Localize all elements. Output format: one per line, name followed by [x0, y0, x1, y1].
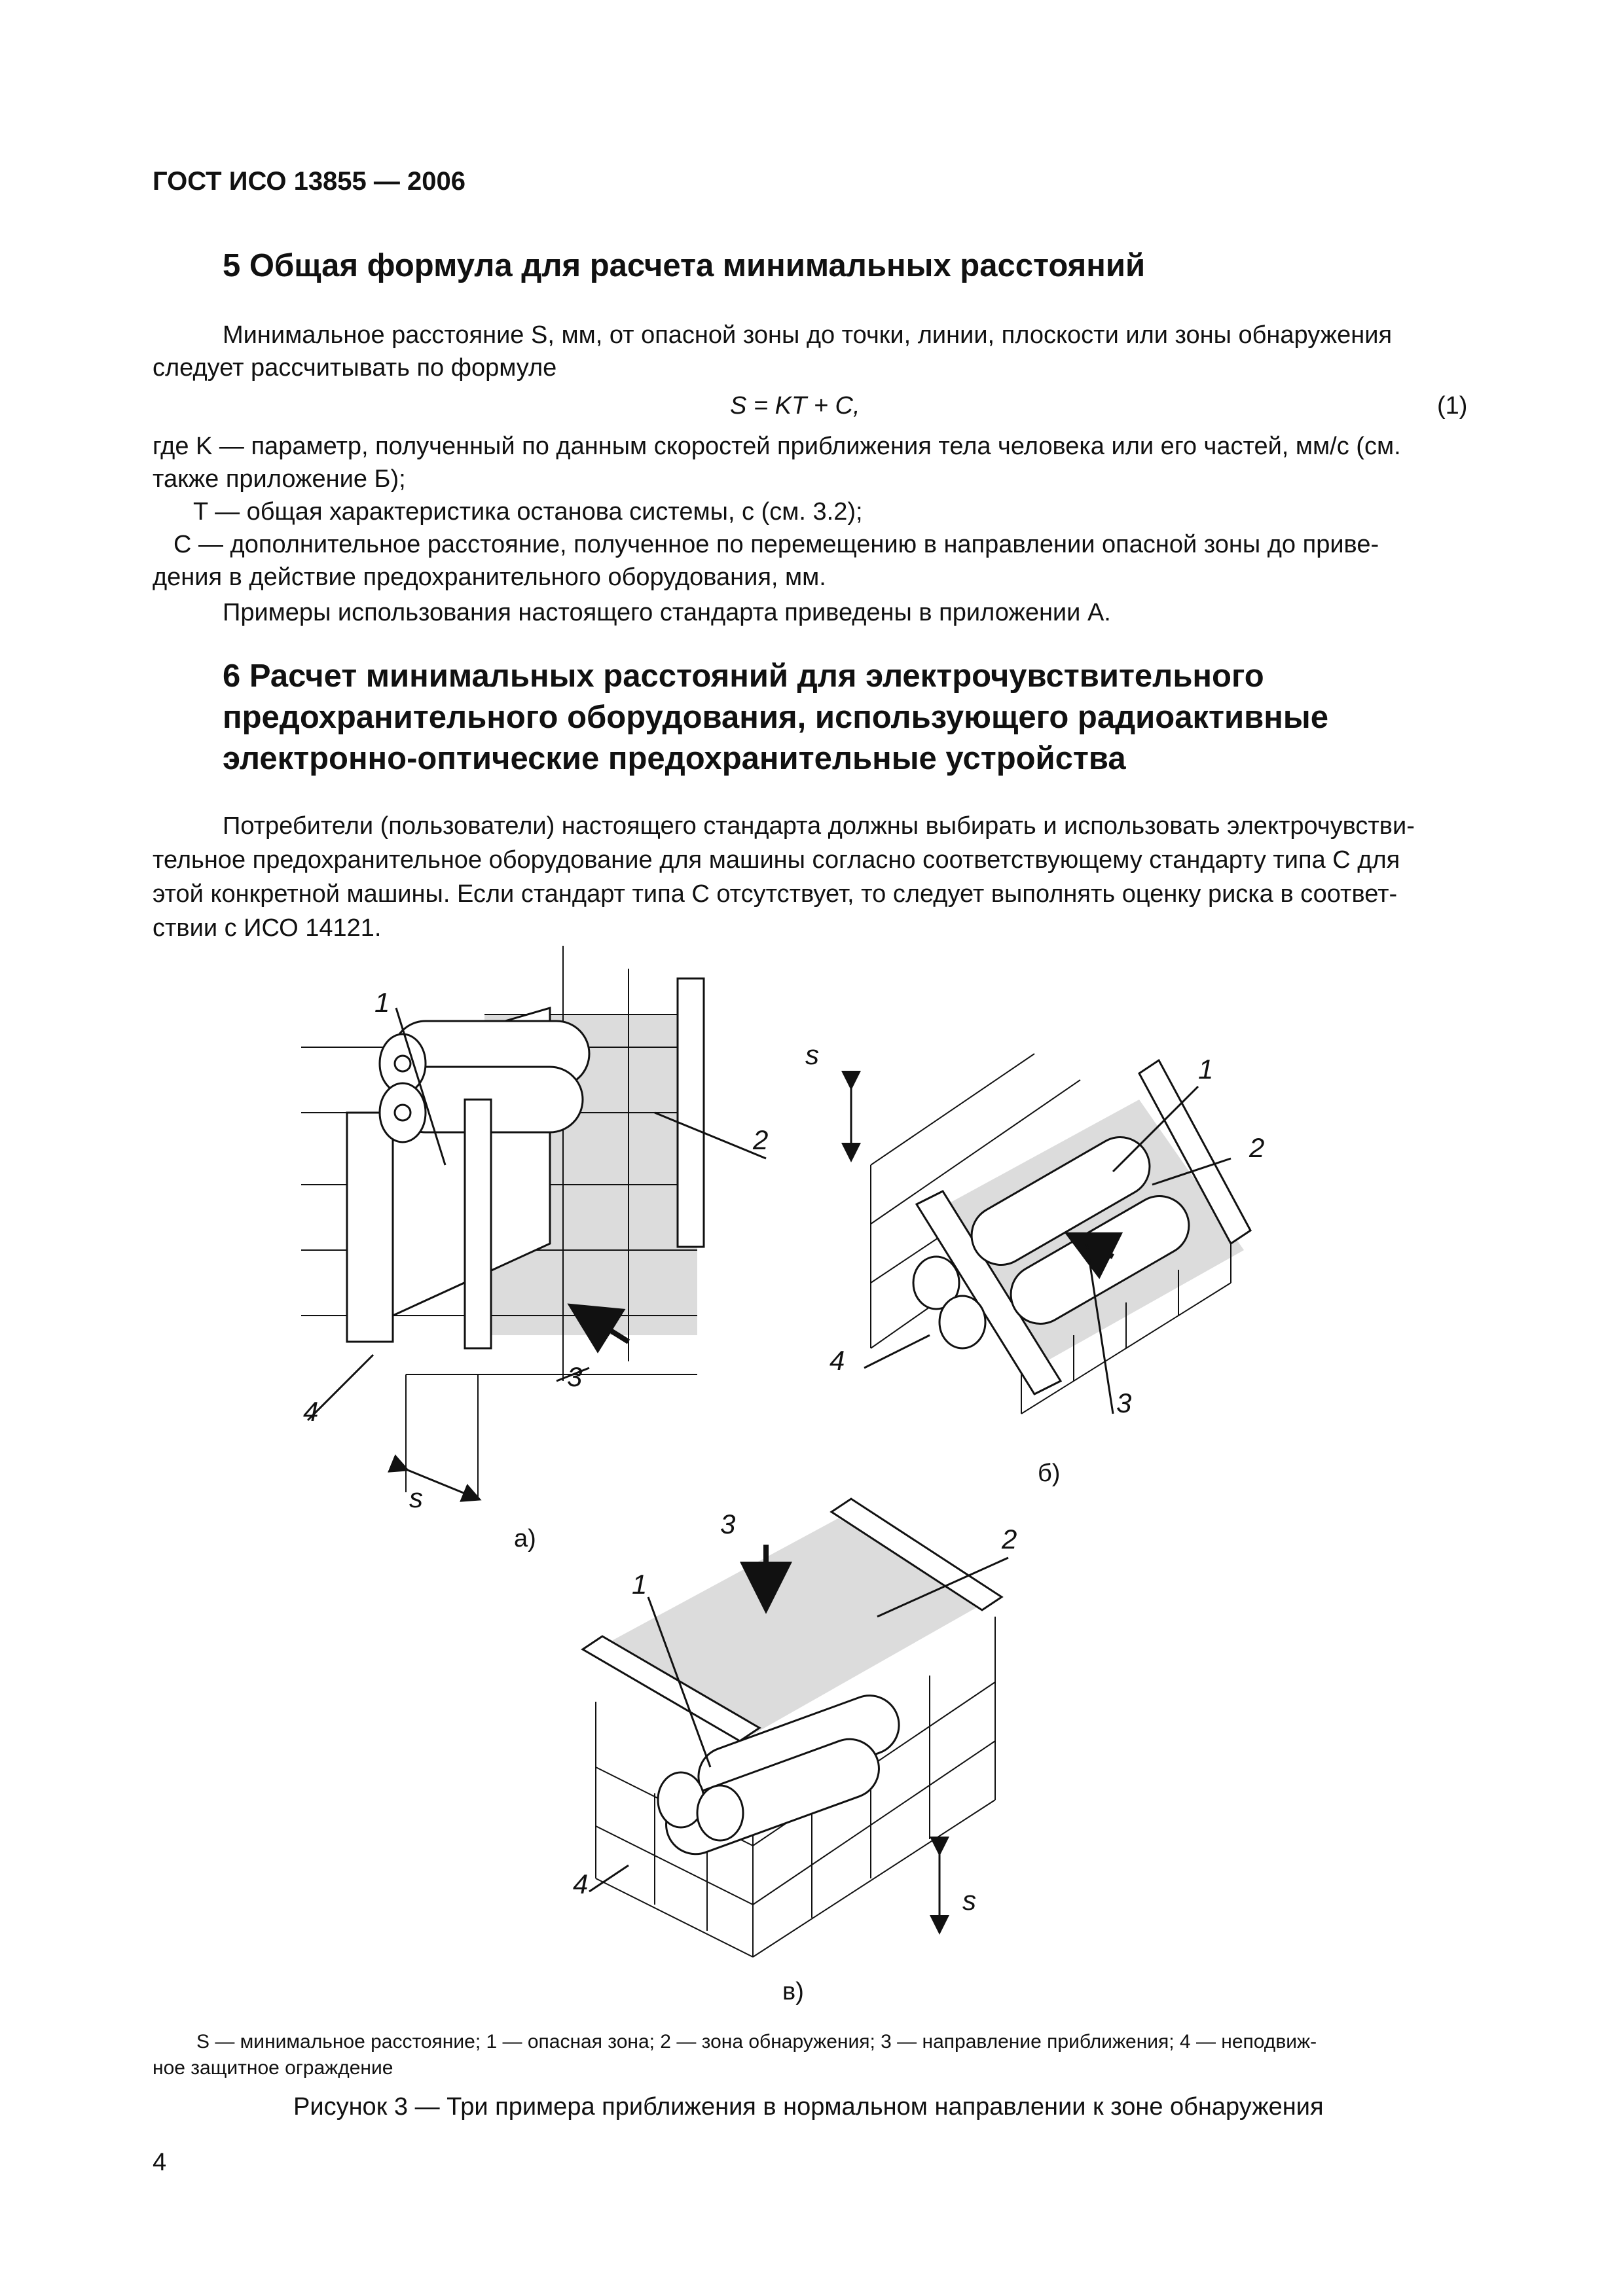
figure-a-label-1: 1 — [374, 987, 390, 1018]
section-5-heading: 5 Общая формула для расчета минимальных расстояний — [223, 248, 1146, 283]
document-header: ГОСТ ИСО 13855 — 2006 — [153, 167, 466, 196]
subfigure-a — [301, 946, 769, 1499]
section-6-paragraph-line-3: этой конкретной машины. Если стандарт типа С отсутствует, то следует выполнять оценку риска в соответ- — [153, 880, 1398, 908]
formula-where-line-1: где K — параметр, полученный по данным скоростей приближения тела человека или его частей, мм/с (см. — [153, 433, 1401, 460]
figure-a-label-4: 4 — [303, 1396, 319, 1427]
section-5-paragraph-line-2: следует рассчитывать по формуле — [153, 354, 557, 382]
figure-a-label-2: 2 — [753, 1124, 769, 1155]
formula-c-definition-line-1: C — дополнительное расстояние, полученное по перемещению в направлении опасной зоны до приве- — [173, 531, 1379, 558]
figure-b-label-3: 3 — [1116, 1388, 1132, 1418]
figure-b-dimension-s: s — [805, 1039, 819, 1070]
formula-number: (1) — [1437, 392, 1468, 420]
section-6-heading-line-2: предохранительного оборудования, использующего радиоактивные — [223, 700, 1328, 735]
figure-c-label-2: 2 — [1002, 1524, 1017, 1554]
section-6-paragraph-line-1: Потребители (пользователи) настоящего стандарта должны выбирать и использовать электрочувстви- — [223, 812, 1415, 840]
section-6-paragraph-line-2: тельное предохранительное оборудование для машины согласно соответствующему стандарту типа С для — [153, 846, 1400, 874]
page-number: 4 — [153, 2149, 167, 2176]
section-6-paragraph-line-4: ствии с ИСО 14121. — [153, 914, 382, 942]
subfigure-c — [583, 1499, 1008, 1957]
figure-b-label-1: 1 — [1198, 1054, 1214, 1085]
figure-b-label-4: 4 — [830, 1345, 845, 1376]
figure-c-label-1: 1 — [632, 1569, 647, 1600]
formula-c-definition-line-2: дения в действие предохранительного оборудования, мм. — [153, 564, 826, 591]
figure-c-label-3: 3 — [720, 1509, 736, 1539]
figure-caption: Рисунок 3 — Три примера приближения в нормальном направлении к зоне обнаружения — [293, 2093, 1324, 2121]
figure-legend-line-2: ное защитное ограждение — [153, 2057, 393, 2079]
figure-b-label-2: 2 — [1249, 1132, 1265, 1163]
formula-t-definition: T — общая характеристика останова системы, с (см. 3.2); — [193, 498, 863, 526]
figure-legend-line-1: S — минимальное расстояние; 1 — опасная зона; 2 — зона обнаружения; 3 — направление приближения; 4 — неподвиж- — [196, 2031, 1317, 2053]
formula: S = KT + C, — [730, 392, 860, 420]
section-5-examples-note: Примеры использования настоящего стандарта приведены в приложении А. — [223, 599, 1111, 626]
figure-c-label-4: 4 — [573, 1869, 589, 1899]
section-6-heading-line-1: 6 Расчет минимальных расстояний для электрочувствительного — [223, 658, 1264, 694]
subfigure-a-caption: а) — [514, 1525, 536, 1552]
subfigure-c-caption: в) — [782, 1978, 804, 2005]
section-5-paragraph-line-1: Минимальное расстояние S, мм, от опасной зоны до точки, линии, плоскости или зоны обнаружения — [223, 321, 1393, 349]
figure-c-dimension-s: s — [962, 1885, 976, 1916]
figure-a-dimension-s: s — [409, 1482, 423, 1513]
subfigure-b — [851, 1054, 1250, 1414]
subfigure-b-caption: б) — [1038, 1460, 1061, 1487]
figure-a-label-3: 3 — [567, 1361, 583, 1392]
section-6-heading-line-3: электронно-оптические предохранительные устройства — [223, 741, 1126, 776]
formula-where-line-2: также приложение Б); — [153, 465, 406, 493]
